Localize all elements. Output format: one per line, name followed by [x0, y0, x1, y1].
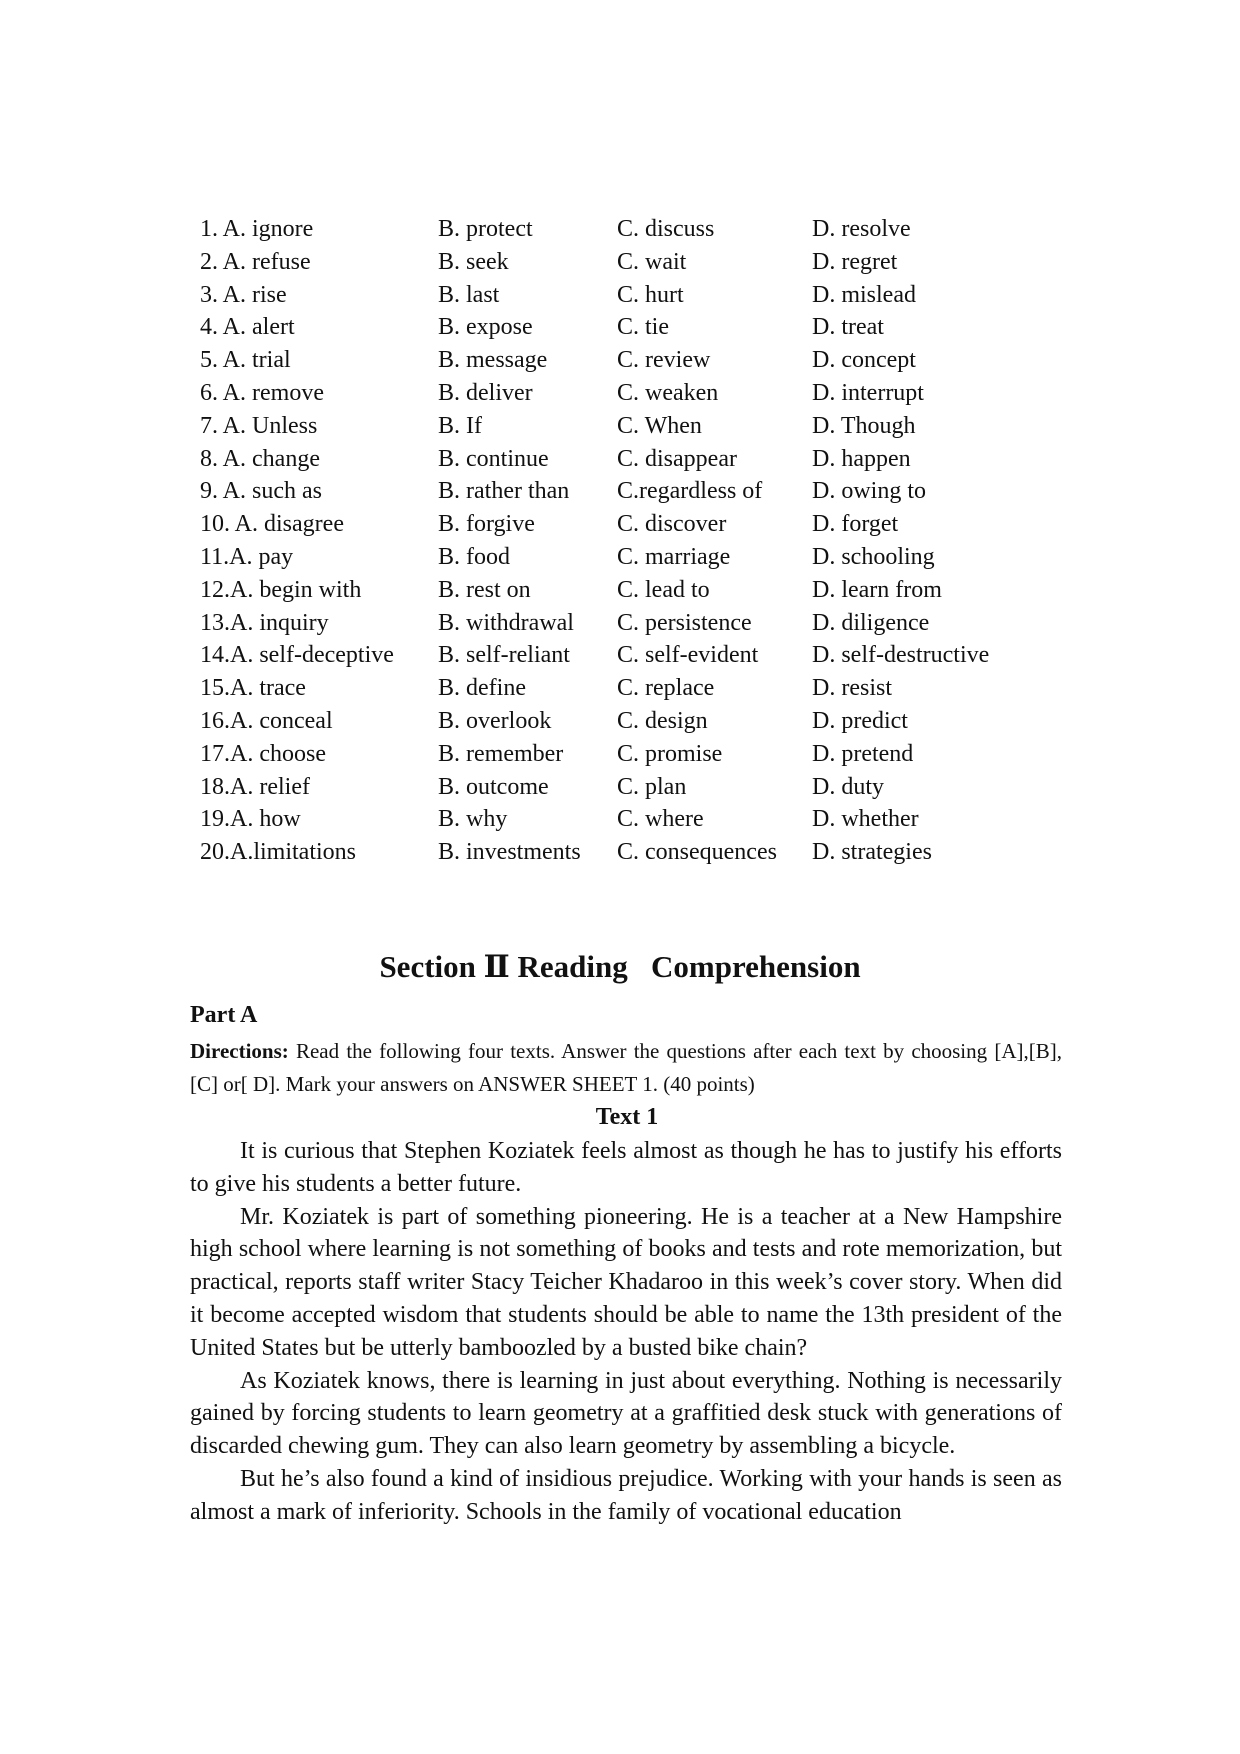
option-c: C. weaken	[617, 379, 719, 406]
option-a: 11.A. pay	[200, 543, 294, 570]
option-a: 8. A. change	[200, 445, 320, 472]
paragraph: It is curious that Stephen Koziatek feels almost as though he has to justify his efforts to give his students a better future.	[190, 1138, 1062, 1197]
option-a: 19.A. how	[200, 806, 301, 833]
option-b: B. message	[438, 347, 548, 374]
option-c: C. plan	[617, 773, 687, 800]
directions	[190, 1035, 1062, 1101]
option-d: D. pretend	[812, 740, 914, 767]
option-b: B. seek	[438, 248, 509, 275]
option-d: D. happen	[812, 445, 911, 472]
option-a: 6. A. remove	[200, 379, 324, 406]
option-a: 10. A. disagree	[200, 511, 344, 538]
option-b: B. food	[438, 543, 510, 570]
option-d: D. self-destructive	[812, 642, 990, 669]
option-a: 16.A. conceal	[200, 707, 333, 734]
option-c: C. tie	[617, 314, 669, 341]
paragraph: Mr. Koziatek is part of something pioneering. He is a teacher at a New Hampshire high school where learning is not something of books and tests and rote memorization, but practical, reports staff writer Stacy Teicher Khadaroo in this week’s cover story. When did it become accepted wisdom that students should be able to name the 13th president of the United States but be utterly bamboozled by a busted bike chain?	[190, 1203, 1062, 1361]
option-b: B. forgive	[438, 511, 535, 538]
option-c: C. review	[617, 347, 711, 374]
option-c: C. marriage	[617, 543, 731, 570]
directions-text: Read the following four texts. Answer the questions after each text by choosing [A],[B],[C] or[ D]. Mark your answers on ANSWER SHEET 1. (40 points)	[190, 1039, 1062, 1096]
passage	[190, 1135, 1062, 1529]
option-a: 12.A. begin with	[200, 576, 362, 603]
option-a: 1. A. ignore	[200, 216, 314, 242]
option-b: B. overlook	[438, 707, 552, 734]
option-d: D. resist	[812, 675, 892, 702]
option-b: B. outcome	[438, 773, 549, 800]
option-a: 14.A. self-deceptive	[200, 642, 394, 669]
option-b: B. rest on	[438, 576, 531, 603]
option-a: 2. A. refuse	[200, 248, 311, 275]
option-b: B. withdrawal	[438, 609, 574, 636]
option-b: B. protect	[438, 216, 533, 242]
option-c: C. persistence	[617, 609, 752, 636]
option-c: C. self-evident	[617, 642, 759, 669]
option-b: B. self-reliant	[438, 642, 570, 669]
option-d: D. interrupt	[812, 379, 924, 406]
option-d: D. learn from	[812, 576, 942, 603]
option-a: 18.A. relief	[200, 773, 310, 800]
option-c: C. discuss	[617, 216, 715, 242]
option-c: C. disappear	[617, 445, 737, 472]
option-c: C. design	[617, 707, 708, 734]
option-d: D. duty	[812, 773, 884, 800]
option-d: D. strategies	[812, 839, 932, 866]
option-c: C. lead to	[617, 576, 710, 603]
option-d: D. concept	[812, 347, 916, 374]
option-a: 13.A. inquiry	[200, 609, 329, 636]
option-a: 9. A. such as	[200, 478, 322, 505]
option-d: D. whether	[812, 806, 919, 833]
paragraph: As Koziatek knows, there is learning in just about everything. Nothing is necessarily gained by forcing students to learn geometry at a graffitied desk stuck with generations of discarded chewing gum. They can also learn geometry by assembling a bicycle.	[190, 1367, 1062, 1460]
option-a: 20.A.limitations	[200, 839, 356, 866]
directions-label: Directions:	[190, 1039, 289, 1063]
option-a: 7. A. Unless	[200, 412, 318, 439]
option-c: C. discover	[617, 511, 727, 538]
option-d: D. mislead	[812, 281, 916, 308]
option-a: 17.A. choose	[200, 740, 326, 767]
option-c: C. When	[617, 412, 702, 439]
option-c: C. wait	[617, 248, 687, 275]
option-d: D. diligence	[812, 609, 930, 636]
option-d: D. forget	[812, 511, 899, 538]
option-a: 5. A. trial	[200, 347, 291, 374]
part-title: Part A	[190, 1002, 258, 1028]
option-a: 3. A. rise	[200, 281, 287, 308]
option-d: D. treat	[812, 314, 884, 341]
option-b: B. last	[438, 281, 500, 308]
option-d: D. predict	[812, 707, 908, 734]
option-d: D. owing to	[812, 478, 926, 505]
option-b: B. remember	[438, 740, 564, 767]
option-c: C. promise	[617, 740, 723, 767]
option-b: B. rather than	[438, 478, 570, 505]
option-c: C. consequences	[617, 839, 777, 866]
option-b: B. define	[438, 675, 526, 702]
option-b: B. continue	[438, 445, 549, 472]
text-title: Text 1	[595, 1104, 659, 1130]
option-b: B. why	[438, 806, 508, 833]
option-c: C. where	[617, 806, 704, 833]
option-b: B. If	[438, 412, 482, 439]
option-d: D. Though	[812, 412, 916, 439]
option-c: C. replace	[617, 675, 715, 702]
option-c: C.regardless of	[617, 478, 763, 505]
option-a: 15.A. trace	[200, 675, 306, 702]
option-b: B. investments	[438, 839, 581, 866]
paragraph: But he’s also found a kind of insidious prejudice. Working with your hands is seen as almost a mark of inferiority. Schools in the family of vocational education	[190, 1465, 1062, 1525]
option-d: D. resolve	[812, 216, 911, 242]
option-a: 4. A. alert	[200, 314, 295, 341]
option-b: B. expose	[438, 314, 533, 341]
section-title: Section Ⅱ Reading Comprehension	[379, 949, 861, 984]
option-c: C. hurt	[617, 281, 684, 308]
option-d: D. regret	[812, 248, 898, 275]
option-b: B. deliver	[438, 379, 533, 406]
option-d: D. schooling	[812, 543, 935, 570]
